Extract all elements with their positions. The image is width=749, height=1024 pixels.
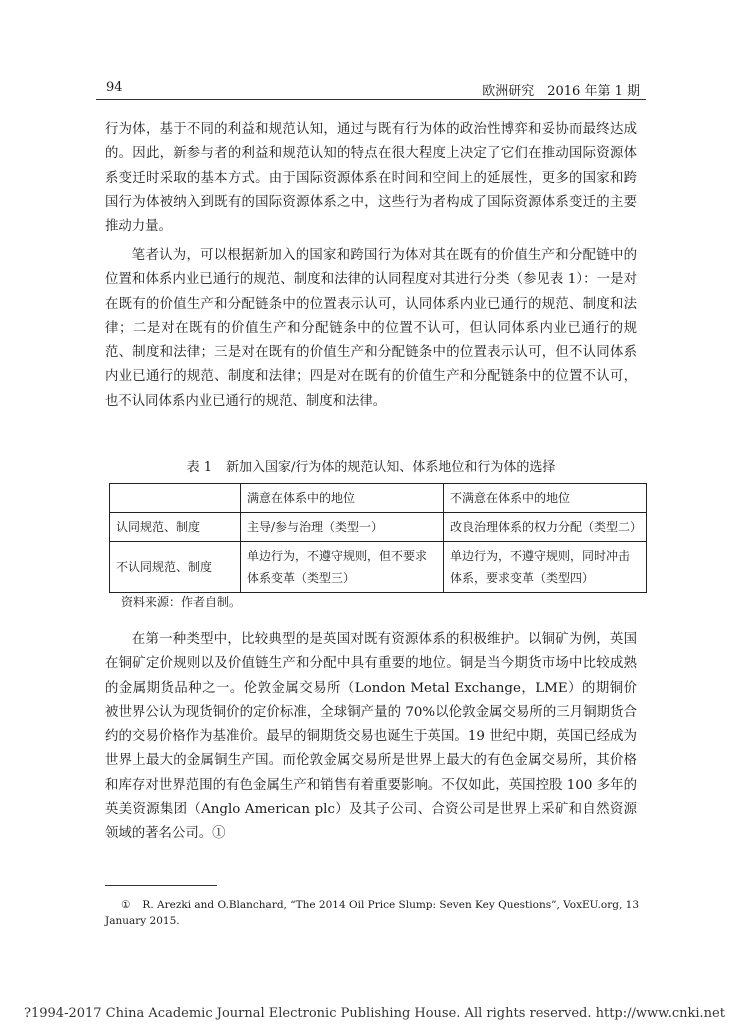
table-header-cell: 不满意在体系中的地位 <box>444 484 647 513</box>
paragraph-1 <box>105 118 637 239</box>
table-title: 新加入国家/行为体的规范认知、体系地位和行为体的选择 <box>226 460 556 475</box>
footnote-divider <box>105 885 217 886</box>
page-header <box>96 76 646 100</box>
table-header-cell: 满意在体系中的地位 <box>241 484 444 513</box>
page-number: 94 <box>106 80 123 95</box>
paragraph-3-text: 在第一种类型中，比较典型的是英国对既有资源体系的积极维护。以铜矿为例，英国在铜矿定价规则以及价值链生产和分配中具有重要的地位。铜是当今期货市场中比较成熟的金属期货品种之一。伦敦金属交易所（London Metal Exchange，LME）的期铜价被世界公认为现货铜价的定价标准，全球铜产量的 70%以伦敦金属交易所的三月铜期货合约的交易价格作为基准价。最早的铜期货交易也诞生于英国。19 世纪中期，英国已经成为世界上最大的金属铜生产国。而伦敦金属交易所是世界上最大的有色金属交易所，其价格和库存对世界范围的有色金属生产和销售有着重要影响。不仅如此，英国控股 100 多年的英美资源集团（Anglo American plc）及其子公司、合资公司是世界上采矿和自然资源领域的著名公司。① <box>105 632 637 842</box>
footnote <box>105 897 645 929</box>
table-source-note: 资料来源：作者自制。 <box>121 595 242 609</box>
table-header-cell <box>110 484 241 513</box>
table-row-label: 不认同规范、制度 <box>110 542 241 593</box>
header-rule <box>96 99 646 100</box>
table-row-label: 认同规范、制度 <box>110 513 241 542</box>
table-cell: 单边行为，不遵守规则，同时冲击体系，要求变革（类型四） <box>444 542 647 593</box>
table-header-row <box>110 484 647 513</box>
table-cell: 改良治理体系的权力分配（类型二） <box>444 513 647 542</box>
table-number: 表 1 <box>186 460 212 475</box>
paragraph-1-text: 行为体，基于不同的利益和规范认知，通过与既有行为体的政治性博弈和妥协而最终达成的。因此，新参与者的利益和规范认知的特点在很大程度上决定了它们在推动国际资源体系变迁时采取的基本方式。由于国际资源体系在时间和空间上的延展性，更多的国家和跨国行为体被纳入到既有的国际资源体系之中，这些行为者构成了国际资源体系变迁的主要推动力量。 <box>105 122 637 235</box>
table-cell: 单边行为，不遵守规则，但不要求体系变革（类型三） <box>241 542 444 593</box>
footnote-text: R. Arezki and O.Blanchard, “The 2014 Oil Price Slump: Seven Key Questions”, VoxEU.org, 13 January 2015. <box>105 899 639 927</box>
paragraph-2-text: 笔者认为，可以根据新加入的国家和跨国行为体对其在既有的价值生产和分配链中的位置和体系内业已通行的规范、制度和法律的认同程度对其进行分类（参见表 1）：一是对在既有的价值生产和分配链条中的位置表示认可，认同体系内业已通行的规范、制度和法律；二是对在既有的价值生产和分配链条中的位置不认可，但认同体系内业已通行的规范、制度和法律；三是对在既有的价值生产和分配链条中的位置表示认可，但不认同体系内业已通行的规范、制度和法律；四是对在既有的价值生产和分配链条中的位置不认可，也不认同体系内业已通行的规范、制度和法律。 <box>105 248 637 409</box>
table-caption <box>105 456 637 475</box>
copyright-notice: ?1994-2017 China Academic Journal Electronic Publishing House. All rights reserved. http://www.cnki.net <box>24 1006 725 1021</box>
table-row <box>110 513 647 542</box>
classification-table <box>109 483 647 593</box>
paragraph-2 <box>105 244 637 414</box>
paragraph-3 <box>105 628 637 847</box>
table-cell: 主导/参与治理（类型一） <box>241 513 444 542</box>
table-row <box>110 542 647 593</box>
footnote-mark: ① <box>121 899 131 911</box>
journal-info: 欧洲研究 2016 年第 1 期 <box>482 84 640 99</box>
